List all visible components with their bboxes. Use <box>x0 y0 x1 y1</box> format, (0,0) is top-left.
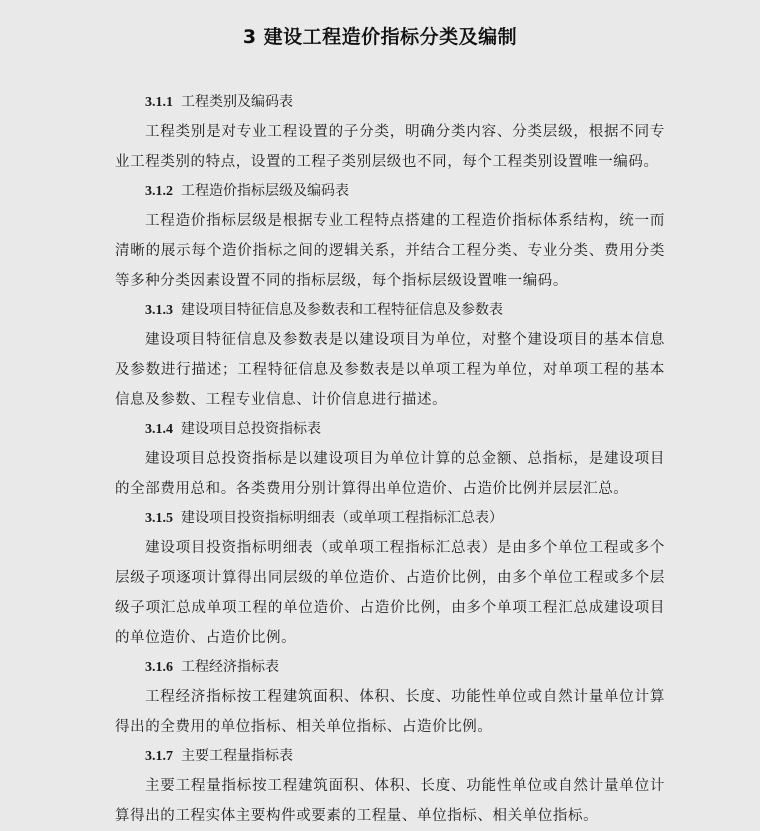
chapter-title: 3 建设工程造价指标分类及编制 <box>242 26 518 48</box>
section-paragraph: 主要工程量指标按工程建筑面积、体积、长度、功能性单位或自然计量单位计算得出的工程实体主要构件或要素的工程量、单位指标、相关单位指标。 <box>115 778 665 824</box>
section-title: 主要工程量指标表 <box>181 748 293 764</box>
section-3-1-3 <box>115 296 665 415</box>
section-3-1-2 <box>115 177 665 296</box>
section-3-1-7 <box>115 742 665 831</box>
section-paragraph: 工程类别是对专业工程设置的子分类，明确分类内容、分类层级，根据不同专业工程类别的特点，设置的工程子类别层级也不同，每个工程类别设置唯一编码。 <box>115 124 665 170</box>
section-title: 工程经济指标表 <box>181 659 279 675</box>
section-number: 3.1.3 <box>145 303 173 318</box>
section-3-1-6 <box>115 653 665 742</box>
section-heading <box>115 742 665 771</box>
section-paragraph: 工程造价指标层级是根据专业工程特点搭建的工程造价指标体系结构，统一而清晰的展示每个造价指标之间的逻辑关系，并结合工程分类、专业分类、费用分类等多种分类因素设置不同的指标层级，每个指标层级设置唯一编码。 <box>115 213 665 289</box>
section-number: 3.1.7 <box>145 749 173 764</box>
section-heading <box>115 504 665 533</box>
section-paragraph: 建设项目总投资指标是以建设项目为单位计算的总金额、总指标，是建设项目的全部费用总和。各类费用分别计算得出单位造价、占造价比例并层层汇总。 <box>115 451 665 497</box>
section-heading <box>115 653 665 682</box>
section-title: 工程造价指标层级及编码表 <box>181 183 349 199</box>
section-paragraph: 建设项目投资指标明细表（或单项工程指标汇总表）是由多个单位工程或多个层级子项逐项计算得出同层级的单位造价、占造价比例，由多个单位工程或多个层级子项汇总成单项工程的单位造价、占造价比例，由多个单项工程汇总成建设项目的单位造价、占造价比例。 <box>115 540 665 646</box>
section-title: 建设项目特征信息及参数表和工程特征信息及参数表 <box>181 302 503 318</box>
section-3-1-5 <box>115 504 665 653</box>
section-3-1-4 <box>115 415 665 504</box>
section-heading <box>115 415 665 444</box>
section-heading <box>115 88 665 117</box>
section-number: 3.1.5 <box>145 511 173 526</box>
section-number: 3.1.1 <box>145 95 173 110</box>
section-paragraph: 工程经济指标按工程建筑面积、体积、长度、功能性单位或自然计量单位计算得出的全费用的单位指标、相关单位指标、占造价比例。 <box>115 689 665 735</box>
section-title: 建设项目投资指标明细表（或单项工程指标汇总表） <box>181 510 503 526</box>
section-3-1-1 <box>115 88 665 177</box>
section-number: 3.1.6 <box>145 660 173 675</box>
section-heading <box>115 177 665 206</box>
content-body <box>115 88 665 831</box>
section-number: 3.1.2 <box>145 184 173 199</box>
section-title: 建设项目总投资指标表 <box>181 421 321 437</box>
section-heading <box>115 296 665 325</box>
section-title: 工程类别及编码表 <box>181 94 293 110</box>
section-number: 3.1.4 <box>145 422 173 437</box>
section-paragraph: 建设项目特征信息及参数表是以建设项目为单位，对整个建设项目的基本信息及参数进行描述；工程特征信息及参数表是以单项工程为单位，对单项工程的基本信息及参数、工程专业信息、计价信息进行描述。 <box>115 332 665 408</box>
